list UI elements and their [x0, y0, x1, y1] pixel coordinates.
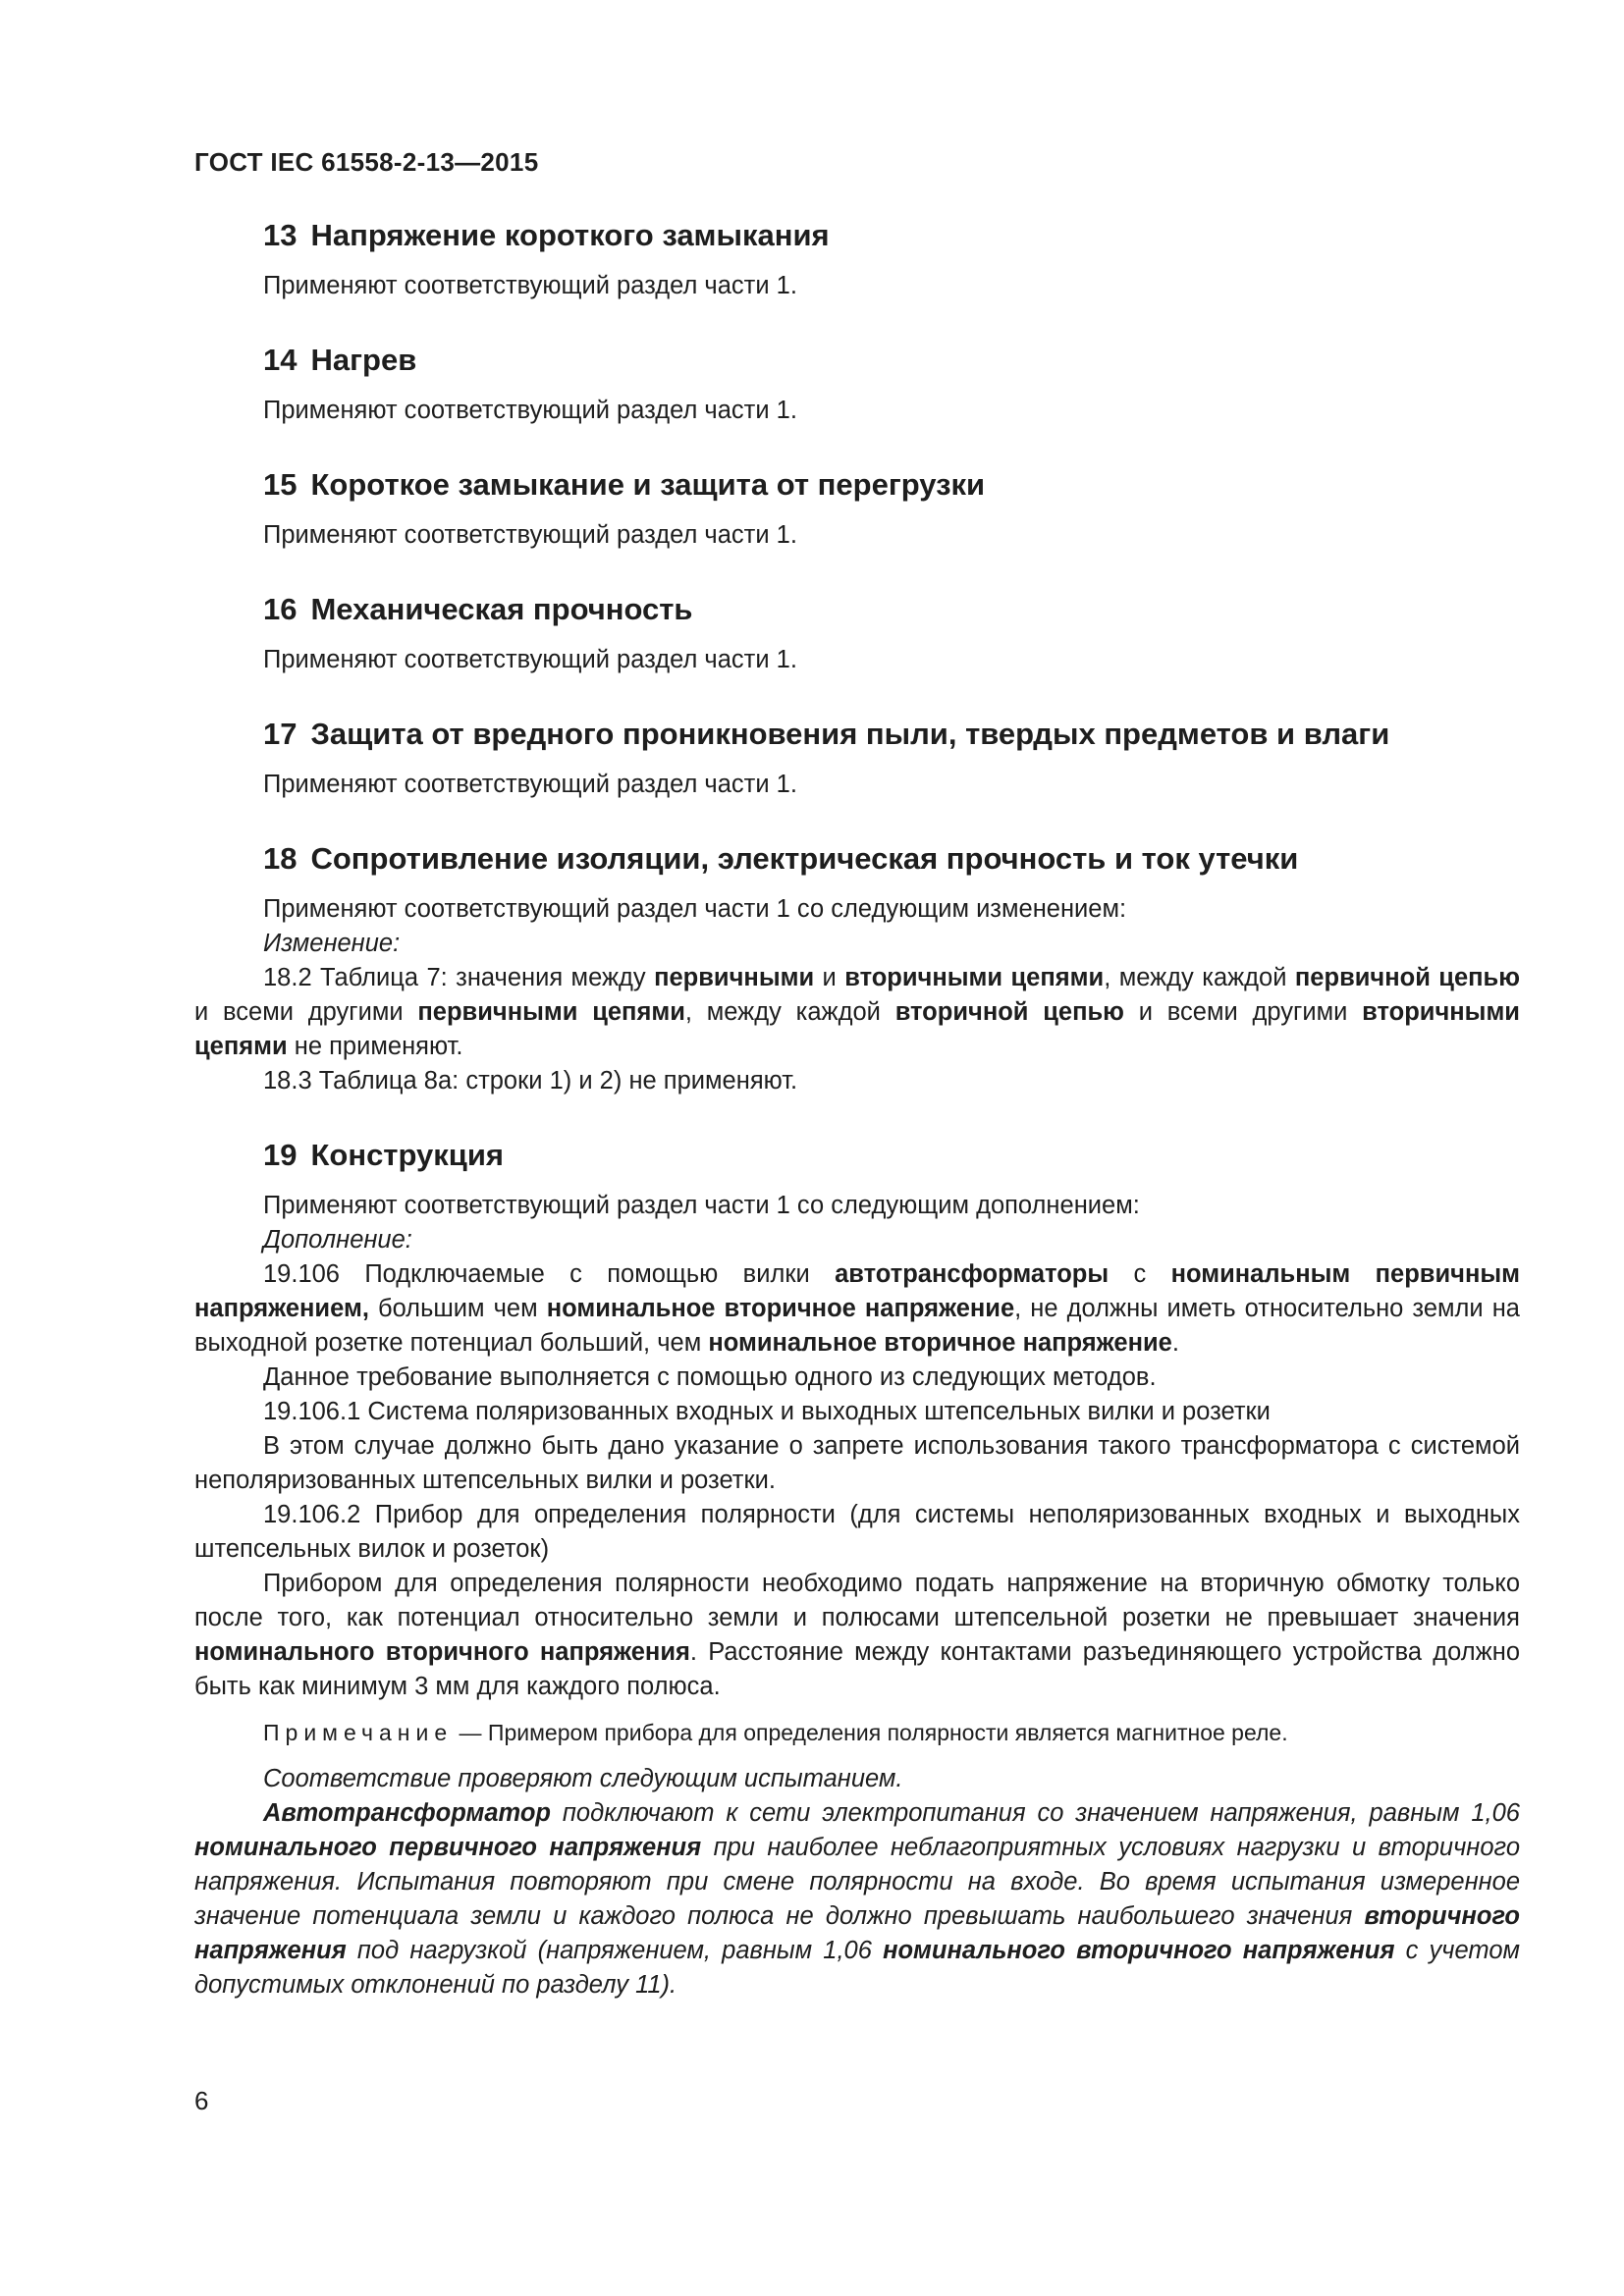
section-15-title: 15 Короткое замыкание и защита от перегрузки: [263, 467, 986, 502]
document-body: [194, 216, 1520, 2002]
device-text: Прибором для определения полярности необходимо подать напряжение на вторичную обмотку только после того, как потенциал относительно земли и полюсами штепсельной розетки не превышает значения номинального вторичного напряжения. Расстояние между контактами разъединяющего устройства должно быть как минимум 3 мм для каждого полюса.: [194, 1570, 1521, 1700]
section-19-title: 19 Конструкция: [263, 1138, 504, 1172]
section-13-title: 13 Напряжение короткого замыкания: [263, 218, 830, 252]
requirement-text: Данное требование выполняется с помощью одного из следующих методов.: [263, 1363, 1157, 1391]
section-18-change-label: Изменение:: [263, 930, 401, 957]
clause-19-106-1: 19.106.1 Система поляризованных входных и выходных штепсельных вилки и розетки: [263, 1398, 1271, 1425]
section-19-intro: Применяют соответствующий раздел части 1 со следующим дополнением:: [263, 1192, 1140, 1219]
section-17-title: 17 Защита от вредного проникновения пыли, твердых предметов и влаги: [263, 717, 1390, 751]
section-17-text: Применяют соответствующий раздел части 1.: [263, 771, 797, 798]
case-text: В этом случае должно быть дано указание о запрете использования такого трансформатора с системой неполяризованных штепсельных вилки и розетки.: [194, 1432, 1520, 1494]
test-text: Автотрансформатор подключают к сети электропитания со значением напряжения, равным 1,06 номинального первичного напряжения при наиболее неблагоприятных условиях нагрузки и вторичного напряжения. Испытания повторяют при смене полярности на входе. Во время испытания измеренное значение потенциала земли и каждого полюса не должно превышать наибольшего значения вторичного напряжения под нагрузкой (напряжением, равным 1,06 номинального вторичного напряжения с учетом допустимых отклонений по разделу 11).: [194, 1799, 1521, 1999]
section-18-intro: Применяют соответствующий раздел части 1 со следующим изменением:: [263, 895, 1127, 923]
compliance-text: Соответствие проверяют следующим испытанием.: [263, 1765, 903, 1792]
section-16-title: 16 Механическая прочность: [263, 592, 693, 626]
document-code: ГОСТ IEC 61558-2-13—2015: [194, 147, 539, 177]
section-19-addition-label: Дополнение:: [263, 1226, 412, 1254]
section-16-text: Применяют соответствующий раздел части 1.: [263, 646, 797, 673]
section-13-text: Применяют соответствующий раздел части 1.: [263, 272, 797, 299]
note: Примечание — Примером прибора для определения полярности является магнитное реле.: [263, 1720, 1288, 1745]
clause-18-2: 18.2 Таблица 7: значения между первичными и вторичными цепями, между каждой первичной цепью и всеми другими первичными цепями, между каждой вторичной цепью и всеми другими вторичными цепями не применяют.: [194, 964, 1521, 1060]
section-18-title: 18 Сопротивление изоляции, электрическая прочность и ток утечки: [263, 841, 1299, 876]
section-14-text: Применяют соответствующий раздел части 1.: [263, 397, 797, 424]
clause-19-106: 19.106 Подключаемые с помощью вилки автотрансформаторы с номинальным первичным напряжением, большим чем номинальное вторичное напряжение, не должны иметь относительно земли на выходной розетке потенциал больший, чем номинальное вторичное напряжение.: [194, 1260, 1520, 1357]
section-15-text: Применяют соответствующий раздел части 1.: [263, 521, 797, 549]
clause-18-3: 18.3 Таблица 8а: строки 1) и 2) не применяют.: [263, 1067, 798, 1095]
page-number: 6: [194, 2086, 209, 2115]
section-14-title: 14 Нагрев: [263, 343, 417, 377]
clause-19-106-2: 19.106.2 Прибор для определения полярности (для системы неполяризованных входных и выходных штепсельных вилок и розеток): [194, 1501, 1520, 1563]
